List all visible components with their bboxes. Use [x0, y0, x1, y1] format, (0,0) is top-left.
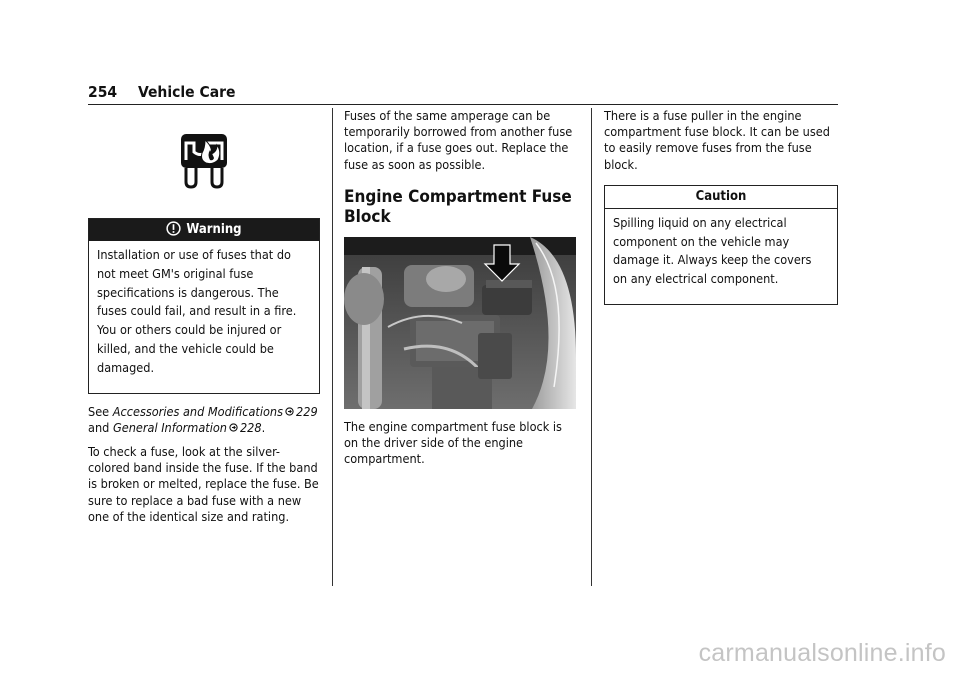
reference-accessories-link[interactable]: Accessories and Modifications — [112, 403, 284, 419]
see-references — [88, 404, 320, 436]
see-and: and — [88, 419, 110, 435]
reference-general-info-page[interactable]: 228 — [239, 419, 262, 435]
engine-compartment-illustration — [344, 237, 576, 409]
see-prefix: See — [88, 403, 110, 419]
column-divider-left — [332, 108, 333, 586]
page-number: 254 — [88, 83, 118, 101]
caution-text: Spilling liquid on any electrical component on the vehicle may damage it. Always keep the covers on any electrical component. — [613, 214, 812, 287]
warning-box — [88, 218, 320, 394]
page-ref-arrow-icon — [285, 407, 294, 416]
borrow-fuse-paragraph: Fuses of the same amperage can be temporarily borrowed from another fuse location, if a fuse goes out. Replace the fuse as soon as possible. — [344, 108, 573, 172]
warning-triangle-icon — [166, 221, 181, 236]
see-end: . — [261, 419, 266, 435]
fuse-puller-paragraph: There is a fuse puller in the engine compartment fuse block. It can be used to easily remove fuses from the fuse block. — [604, 108, 830, 172]
column-middle — [344, 108, 576, 475]
page-ref-arrow-icon — [229, 423, 238, 432]
page-header — [88, 82, 838, 105]
watermark: carmanualsonline.info — [698, 639, 946, 667]
blown-fuse-icon — [179, 132, 229, 190]
reference-accessories-page[interactable]: 229 — [296, 403, 318, 419]
column-right — [604, 108, 838, 305]
caution-header: Caution — [605, 186, 837, 209]
column-left — [88, 108, 320, 533]
column-divider-right — [591, 108, 592, 586]
warning-text: Installation or use of fuses that do not meet GM's original fuse specifications is dangerous. The fuses could fail, and result in a fire. You or others could be injured or killed, and the vehicle could be damaged. — [97, 247, 297, 375]
check-fuse-paragraph: To check a fuse, look at the silver-colored band inside the fuse. If the band is broken or melted, replace the fuse. Be sure to replace a bad fuse with a new one of the identical size and rating. — [88, 443, 319, 524]
caution-box — [604, 185, 838, 305]
warning-header — [89, 219, 319, 241]
reference-general-info-link[interactable]: General Information — [112, 419, 227, 435]
section-title: Vehicle Care — [138, 83, 236, 101]
fuse-block-location-paragraph: The engine compartment fuse block is on the driver side of the engine compartment. — [344, 418, 562, 467]
engine-fuse-block-heading: Engine Compartment Fuse Block — [344, 186, 572, 227]
warning-title: Warning — [186, 222, 242, 237]
